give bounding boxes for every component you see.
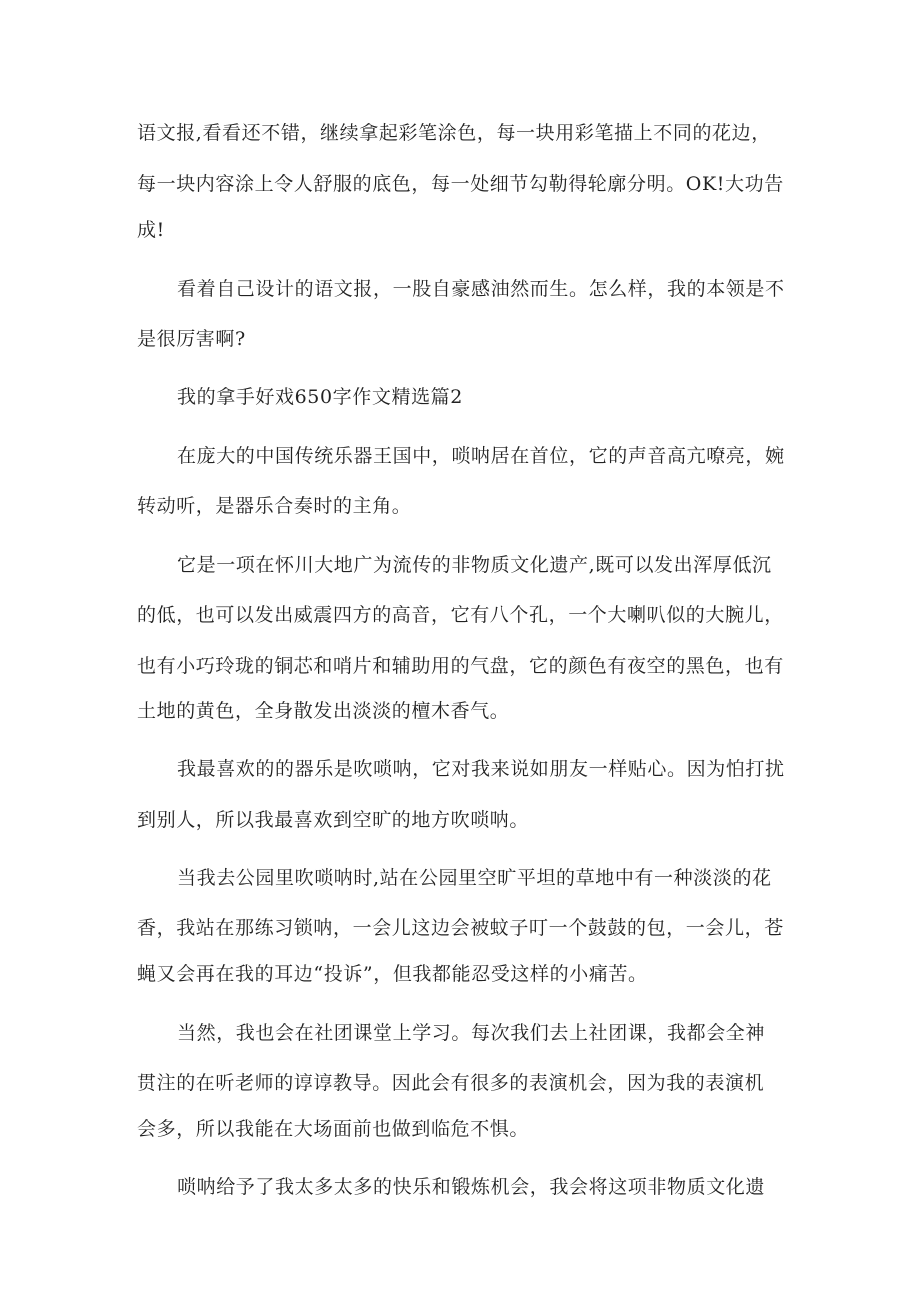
paragraph-line: 当然，我也会在社团课堂上学习。每次我们去上社团课，我都会全神 — [177, 1022, 766, 1044]
paragraph-line: 蝇又会再在我的耳边“投诉”，但我都能忍受这样的小痛苦。 — [137, 963, 648, 985]
paragraph-line: 每一块内容涂上令人舒服的底色，每一处细节勾勒得轮廓分明。OK!大功告 — [137, 173, 784, 195]
paragraph-line: 当我去公园里吹唢呐时,站在公园里空旷平坦的草地中有一种淡淡的花 — [177, 867, 772, 889]
paragraph-line: 是很厉害啊? — [137, 328, 246, 350]
paragraph-line: 它是一项在怀川大地广为流传的非物质文化遗产,既可以发出浑厚低沉 — [177, 554, 772, 576]
section-title: 我的拿手好戏650字作文精选篇2 — [177, 386, 463, 408]
paragraph-line: 我最喜欢的的器乐是吹唢呐，它对我来说如朋友一样贴心。因为怕打扰 — [177, 758, 785, 780]
paragraph-line: 会多，所以我能在大场面前也做到临危不惧。 — [137, 1118, 530, 1140]
paragraph-line: 土地的黄色，全身散发出淡淡的檀木香气。 — [137, 700, 510, 722]
paragraph-line: 的低，也可以发出威震四方的高音，它有八个孔，一个大喇叭似的大腕儿， — [137, 604, 784, 626]
paragraph-line: 到别人，所以我最喜欢到空旷的地方吹唢呐。 — [137, 809, 530, 831]
paragraph-line: 贯注的在听老师的谆谆教导。因此会有很多的表演机会，因为我的表演机 — [137, 1072, 765, 1094]
paragraph-line: 看着自己设计的语文报，一股自豪感油然而生。怎么样，我的本领是不 — [177, 278, 785, 300]
paragraph-line: 在庞大的中国传统乐器王国中，唢呐居在首位，它的声音高亢嘹亮，婉 — [177, 445, 785, 467]
paragraph-line: 唢呐给予了我太多太多的快乐和锻炼机会，我会将这项非物质文化遗 — [177, 1176, 766, 1198]
paragraph-line: 语文报,看看还不错，继续拿起彩笔涂色，每一块用彩笔描上不同的花边， — [137, 122, 771, 144]
paragraph-line: 成! — [137, 219, 165, 241]
paragraph-line: 也有小巧玲珑的铜芯和哨片和辅助用的气盘，它的颜色有夜空的黑色，也有 — [137, 655, 784, 677]
paragraph-line: 香，我站在那练习锁呐，一会儿这边会被蚊子叮一个鼓鼓的包，一会儿，苍 — [137, 917, 784, 939]
paragraph-line: 转动听，是器乐合奏时的主角。 — [137, 495, 412, 517]
